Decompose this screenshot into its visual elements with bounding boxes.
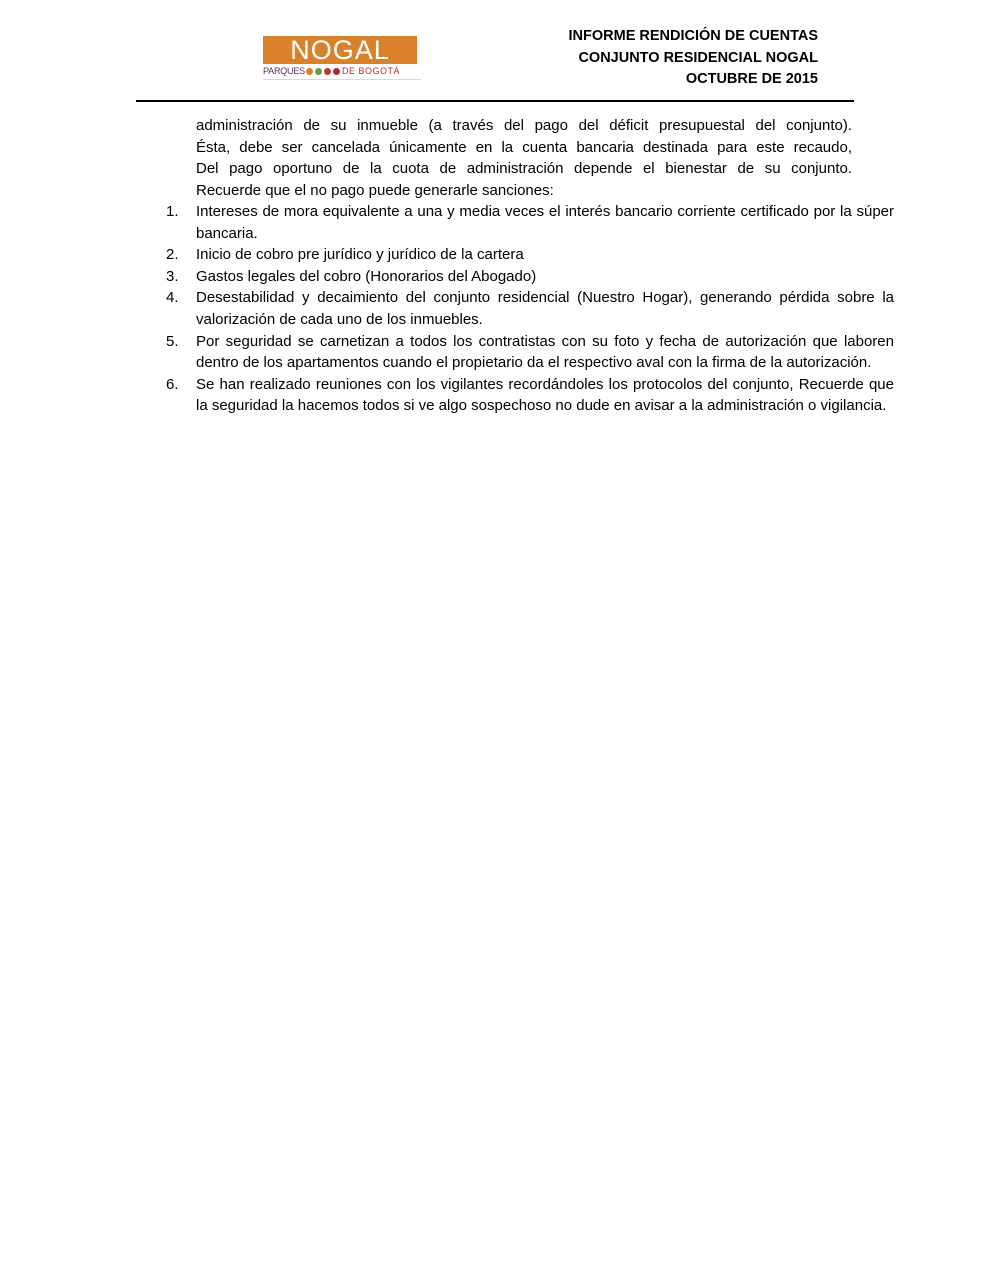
- list-text: Intereses de mora equivalente a una y media veces el interés bancario corriente certificado por la súper bancaria.: [196, 203, 894, 242]
- tree-icon: [306, 68, 313, 75]
- logo-tagline-right: DE BOGOTÁ: [341, 66, 400, 76]
- tree-icon: [324, 68, 331, 75]
- list-number: 1.: [166, 203, 179, 220]
- list-text: Desestabilidad y decaimiento del conjunto residencial (Nuestro Hogar), generando pérdida sobre la valorización de cada uno de los inmuebles.: [196, 289, 894, 328]
- tree-icon: [333, 68, 340, 75]
- sanctions-list: [160, 201, 894, 417]
- list-item: [160, 374, 894, 417]
- list-number: 2.: [166, 246, 179, 264]
- list-number: 4.: [166, 289, 179, 307]
- paragraph-line: administración de su inmueble (a través del pago del déficit presupuestal del conjunto).: [196, 117, 852, 134]
- logo-tagline: [263, 64, 419, 78]
- list-number: 6.: [166, 375, 179, 393]
- paragraph-line: Del pago oportuno de la cuota de administración depende el bienestar de su conjunto.: [196, 160, 852, 178]
- header-divider: [136, 100, 854, 102]
- list-text: Gastos legales del cobro (Honorarios del Abogado): [196, 267, 537, 285]
- list-text: Por seguridad se carnetizan a todos los contratistas con su foto y fecha de autorización que laboren dentro de los apartamentos cuando el propietario da el respectivo aval con la firma de la autorización.: [196, 332, 894, 372]
- nogal-logo: [263, 36, 419, 80]
- list-item: [160, 201, 894, 244]
- paragraph-line: Ésta, debe ser cancelada únicamente en la cuenta bancaria destinada para este recaudo,: [196, 138, 852, 156]
- list-number: 5.: [166, 332, 179, 350]
- tree-icon: [315, 68, 322, 75]
- intro-paragraph: [196, 115, 852, 201]
- list-text: Inicio de cobro pre jurídico y jurídico de la cartera: [196, 246, 524, 264]
- list-item: [160, 244, 894, 266]
- list-item: [160, 331, 894, 374]
- header-line-1: INFORME RENDICIÓN DE CUENTAS: [568, 28, 818, 44]
- header-line-2: CONJUNTO RESIDENCIAL NOGAL: [578, 49, 818, 66]
- logo-underline: [263, 79, 421, 80]
- report-header-title: [569, 26, 818, 91]
- logo-tagline-left: PARQUES: [263, 66, 305, 76]
- list-number: 3.: [166, 267, 179, 285]
- header-line-3: OCTUBRE DE 2015: [685, 71, 818, 87]
- list-text: Se han realizado reuniones con los vigilantes recordándoles los protocolos del conjunto, Recuerde que la seguridad la hacemos todos si ve algo sospechoso no dude en avisar a la administración o vigilancia.: [196, 375, 894, 415]
- paragraph-line: Recuerde que el no pago puede generarle sanciones:: [196, 181, 554, 199]
- logo-brand: NOGAL: [263, 36, 417, 64]
- list-item: [160, 287, 894, 330]
- list-item: [160, 266, 894, 288]
